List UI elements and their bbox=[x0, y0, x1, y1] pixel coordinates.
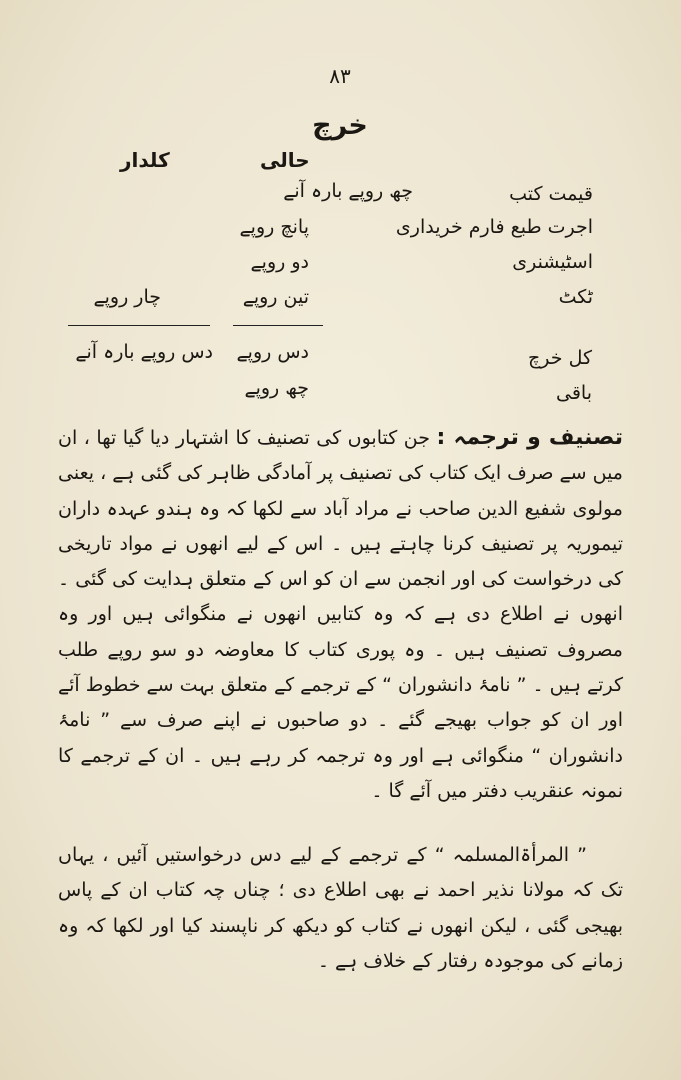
row-label: قیمت کتب bbox=[509, 183, 593, 205]
sum-rule-hali bbox=[233, 325, 323, 326]
row-value-hali: تین روپے bbox=[242, 286, 309, 308]
page-title: خرچ bbox=[312, 110, 368, 141]
column-header-kaldar: کلدار bbox=[120, 148, 170, 172]
row-value-hali: چھ روپے بارہ آنے bbox=[283, 180, 413, 202]
total-label: باقی bbox=[556, 382, 592, 404]
section-heading: تصنیف و ترجمہ : bbox=[436, 425, 623, 450]
paragraph-text: جن کتابوں کی تصنیف کا اشتہار دیا گیا تھا ، ان میں سے صرف ایک کتاب کی تصنیف پر آمادگی ظاہر کی گئی ہے ، یعنی مولوی شفیع الدین صاحب نے مراد آباد سے لکھا کہ وہ ہندو عہدہ داران تیموریہ پر تصنیف کرنا چاہتے ہیں ۔ اس کے لیے انھوں نے مواد تاریخی کی درخواست کی اور انجمن سے ان کو اس کے متعلق ہدایت کی گئی ۔ انھوں نے اطلاع دی ہے کہ وہ کتابیں انھوں نے منگوائی ہیں اور وہ مصروف تصنیف ہیں ۔ وہ پوری کتاب کا معاوضہ دو سو روپے طلب کرتے ہیں ۔ ” نامۂ دانشوران “ کے ترجمے کے متعلق بہت سے خطوط آئے اور ان کو جواب بھیجے گئے ۔ دو صاحبوں نے اپنے صرف سے ” نامۂ دانشوران “ منگوائی ہے اور وہ ترجمہ کر رہے ہیں ۔ ان کے ترجمے کا نمونہ عنقریب دفتر میں آئے گا ۔ bbox=[58, 427, 623, 802]
paragraph-almarat: ” المرأۃالمسلمہ “ کے ترجمے کے لیے دس درخواستیں آئیں ، یہاں تک کہ مولانا نذیر احمد نے بھی اطلاع دی ؛ چناں چہ کتاب ان کے پاس بھیجی گئی ، لیکن انھوں نے کتاب کو دیکھ کر ناپسند کیا اور لکھا کہ وہ زمانے کی موجودہ رفتار کے خلاف ہے ۔ bbox=[58, 844, 623, 972]
row-label: اجرت طبع فارم خریداری bbox=[395, 216, 593, 238]
row-value-hali: دو روپے bbox=[250, 251, 309, 273]
sum-rule-kaldar bbox=[68, 325, 210, 326]
total-value-hali: دس روپے bbox=[236, 341, 309, 363]
total-label: کل خرچ bbox=[528, 347, 592, 369]
total-value-kaldar: دس روپے بارہ آنے bbox=[75, 341, 213, 363]
row-value-hali: پانچ روپے bbox=[239, 216, 309, 238]
total-value-hali: چھ روپے bbox=[244, 377, 309, 399]
paragraph-tasneef bbox=[58, 420, 623, 809]
page-number: ۸۳ bbox=[329, 64, 351, 88]
row-label: اسٹیشنری bbox=[512, 251, 593, 273]
row-value-kaldar: چار روپے bbox=[93, 286, 161, 308]
row-label: ٹکٹ bbox=[558, 286, 593, 308]
column-header-hali: حالی bbox=[260, 148, 310, 172]
